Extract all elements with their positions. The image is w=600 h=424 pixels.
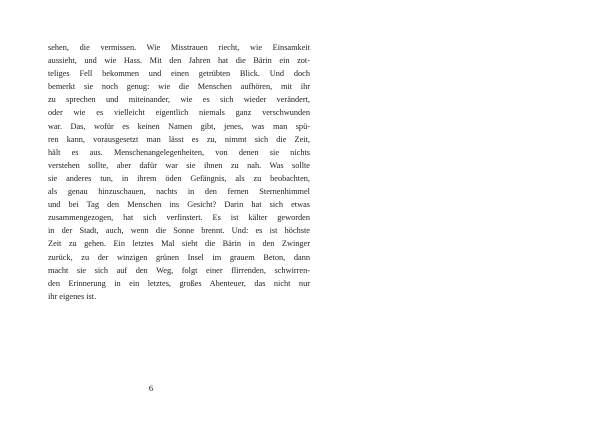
text-line: sehen, die vermissen. Wie Misstrauen riecht, wie Einsamkeit — [48, 43, 310, 52]
text-line: teliges Fell bekommen und einen getrübten Blick. Und doch — [48, 69, 310, 79]
page-number: 6 — [148, 383, 154, 393]
text-line: macht sie sich auf den Weg, folgt einer flirrenden, schwirren- — [48, 265, 310, 275]
text-line: zusammengezogen, hat sich verfinstert. Es ist kälter geworden — [48, 213, 310, 223]
text-line: sie anderes tun, in ihrem öden Gefängnis, als zu beobachten, — [48, 173, 310, 183]
text-line: ren kann, vorausgesetzt man lässt es zu, nimmt sich die Zeit, — [48, 134, 310, 144]
text-line: Zeit zu gehen. Ein letztes Mal sieht die Bärin in den Zwinger — [48, 239, 310, 249]
text-line: zurück, zu der winzigen grünen Insel im grauem Beton, dann — [48, 252, 310, 262]
text-line: oder wie es vielleicht eigentlich niemals ganz verschwunden — [48, 108, 310, 118]
text-line: zu sprechen und miteinander, wie es sich wieder verändert, — [48, 95, 310, 105]
text-line: aussieht, und wie Hass. Mit den Jahren hat die Bärin ein zot- — [48, 56, 310, 66]
text-line: in der Stadt, auch, wenn die Sonne brennt. Und: es ist höchste — [48, 226, 310, 236]
text-line: und bei Tag den Menschen ins Gesicht? Darin hat sich etwas — [48, 200, 310, 210]
text-line: als genau hinzuschauen, nachts in den fernen Sternenhimmel — [48, 187, 310, 197]
body-text — [48, 41, 310, 303]
text-line: war. Das, wofür es keinen Namen gibt, jenes, was man spü- — [48, 121, 310, 131]
text-line: bemerkt sie noch genug: wie die Menschen aufhören, mit ihr — [48, 82, 310, 92]
text-line: den Erinnerung in ein letztes, großes Abenteuer, das nicht nur — [48, 278, 310, 288]
text-line: verstehen sollte, aber dafür war sie ihnen zu nah. Was sollte — [48, 160, 310, 170]
text-line: ihr eigenes ist. — [48, 291, 97, 301]
text-line: hält es aus. Menschenangelegenheiten, von denen sie nichts — [48, 147, 310, 157]
